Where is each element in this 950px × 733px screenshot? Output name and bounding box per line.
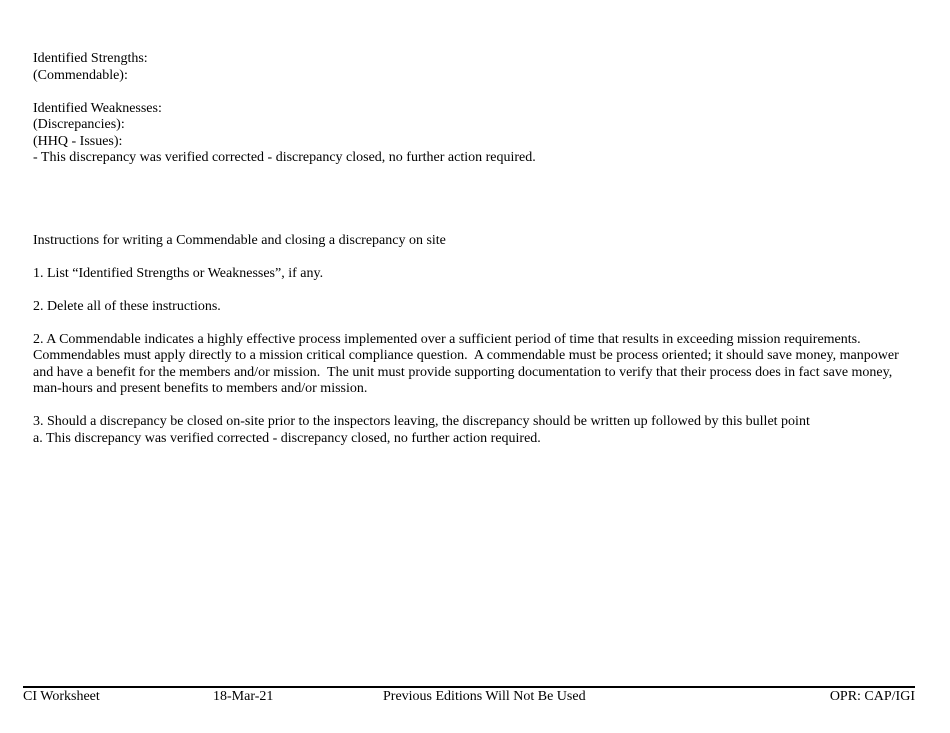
instructions-title: Instructions for writing a Commendable and closing a discrepancy on site <box>33 232 446 248</box>
instruction-step-2-delete: 2. Delete all of these instructions. <box>33 298 221 314</box>
instruction-step-3a: a. This discrepancy was verified corrected - discrepancy closed, no further action required. <box>33 430 541 446</box>
instruction-step-1: 1. List “Identified Strengths or Weaknesses”, if any. <box>33 265 324 281</box>
footer-opr: OPR: CAP/IGI <box>829 689 915 704</box>
document-body <box>33 51 918 447</box>
hhq-label: (HHQ - Issues): <box>33 133 123 149</box>
closed-bullet: - This discrepancy was verified corrected - discrepancy closed, no further action required. <box>33 150 536 165</box>
discrepancies-label: (Discrepancies): <box>33 117 125 132</box>
page-footer <box>23 686 915 708</box>
instruction-step-3: 3. Should a discrepancy be closed on-site prior to the inspectors leaving, the discrepancy should be written up followed by this bullet point <box>33 414 810 429</box>
instruction-step-2-commendable: 2. A Commendable indicates a highly effective process implemented over a sufficient period of time that results in exceeding mission requirements. Commendables must apply directly to a mission critical compliance question. A commendable must be process oriented; it should save money, manpower and have a benefit for the members and/or mission. The unit must provide supporting documentation to verify that their process does in fact save money, man-hours and present benefits to members and/or mission. <box>33 331 903 396</box>
strengths-heading: Identified Strengths: <box>33 51 148 66</box>
footer-form-name: CI Worksheet <box>23 689 100 704</box>
footer-date: 18-Mar-21 <box>213 689 274 704</box>
commendable-label: (Commendable): <box>33 67 128 83</box>
weaknesses-heading: Identified Weaknesses: <box>33 100 162 116</box>
footer-notice: Previous Editions Will Not Be Used <box>383 689 586 704</box>
